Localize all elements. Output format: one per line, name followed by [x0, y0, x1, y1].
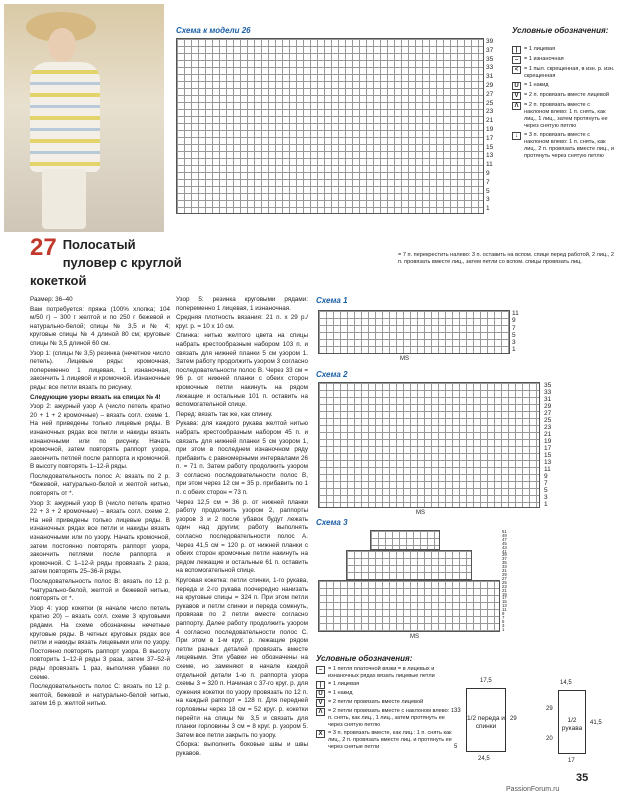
scheme3-ms: MS — [410, 634, 419, 640]
legend-item — [316, 699, 456, 707]
model-title-block — [30, 236, 190, 290]
row-number: 35 — [502, 560, 507, 566]
row-number: 11 — [486, 161, 493, 169]
row-number: 31 — [486, 73, 494, 81]
scheme2-title: Схема 2 — [316, 370, 348, 379]
legend-symbol: Λ — [512, 102, 521, 110]
row-number: 25 — [544, 417, 552, 424]
row-number: 25 — [502, 579, 507, 585]
row-number: 13 — [502, 603, 507, 609]
stripes-b-text: Последовательность полос В: вязать по 12 р. *натурально-белой, желтой и бежевой нитью, повторять от *. — [30, 578, 170, 603]
row-number: 19 — [486, 125, 494, 133]
stripes-c-text: Последовательность полос С: вязать по 12 р. желтой, бежевой и натурально-белой нитью, затем 16 р. желтой нитью. — [30, 683, 170, 708]
row-number: 13 — [544, 459, 552, 466]
legend-text: = 2 петли провязать вместе с наклоном влево: 1 п. снять, как лиц., 1 лиц., затем протянуть ее через снятую петлю — [328, 708, 454, 728]
front-dim-top: 17,5 — [480, 678, 492, 684]
legend-text: = 2 п. провязать вместе с наклоном влево: 1 п. снять, как лиц., 1 лиц., затем протянуть ее через снятую петлю — [524, 102, 608, 129]
legend-symbol: – — [512, 56, 521, 64]
row-number: 1 — [512, 346, 516, 354]
row-number: 35 — [486, 55, 494, 63]
legend — [512, 46, 616, 162]
row-number: 29 — [502, 571, 507, 577]
row-number: 15 — [544, 452, 552, 459]
legend-item — [512, 92, 616, 100]
row-number: 15 — [486, 143, 494, 151]
legend-symbol: | — [316, 681, 325, 689]
row-number: 35 — [544, 382, 552, 389]
row-number: 29 — [544, 403, 552, 410]
row-number: 31 — [544, 396, 552, 403]
row-number: 1 — [544, 501, 548, 508]
sleeves-text: Рукава: для каждого рукава желтой нитью набрать крестообразным набором 45 п. и связать для нижней планки 5 см узором 1, при этом в последнем изнаночном ряду прибавить с равномерными интервалами 26 п. = 71 п. Затем работу продолжить узором 3 согласно последовательности полос В, при этом через 12 см = 35 р. прибавить по 1 п. с обеих сторон = 73 п. — [176, 420, 308, 497]
row-number: 5 — [512, 331, 516, 339]
model-photo — [4, 4, 164, 232]
row-number: 33 — [544, 389, 552, 396]
row-number: 23 — [544, 424, 552, 431]
legend-item — [512, 46, 616, 54]
row-number: 9 — [502, 611, 505, 617]
legend-text: = 1 накид — [328, 690, 353, 696]
legend-text: = 3 п. провязать вместе, как лиц.: 1 п. снять как лиц., 2 п. провязать вместе лиц. и протянуть ее через снятые петли — [328, 730, 452, 750]
legend-symbol: ↓ — [512, 132, 521, 140]
row-number: 5 — [544, 487, 548, 494]
chart26-row-numbers — [486, 38, 500, 214]
page-number: 35 — [576, 772, 589, 784]
front-dim-band: 5 — [454, 744, 458, 750]
row-number: 47 — [502, 536, 507, 542]
front-dim-width: 24,5 — [478, 756, 490, 762]
stripes-a-text: Последовательность полос А: вязать по 2 р. *бежевой, натурально-белой и желтой нитью, повторять от *. — [30, 472, 170, 498]
scheme3-grid-top — [370, 530, 440, 550]
legend-symbol: – — [316, 666, 325, 674]
row-number: 9 — [544, 473, 548, 480]
pattern4-text: Узор 4: узор кокетки (в начале число петель кратно 20) – вязать согл. схеме 3 круговыми рядами. На схеме обозначены нечетные круговые ряды. В четных круговых рядах все петли и накиды вязать лицевыми или по узору. Постоянно повторять раппорт узора. В высоту повторить 1–12-й ряды 3 раза, затем 37–52-й ряды провязать 1 раз, выполняя убавки по схеме. — [30, 604, 170, 681]
site-watermark: PassionForum.ru — [506, 786, 560, 793]
legend-item — [316, 690, 456, 698]
legend-text: = 1 лицевая — [524, 46, 556, 52]
row-number: 21 — [486, 117, 494, 125]
legend-text: = 1 пыл. скрещенная, в изн. р. изн. скрещенная — [524, 66, 615, 79]
legend-text: = 1 лицевая — [328, 681, 360, 687]
row-number: 33 — [486, 64, 494, 72]
row-number: 17 — [502, 595, 507, 601]
legend-text: = 1 накид — [524, 82, 549, 88]
row-number: 19 — [502, 591, 507, 597]
row-number: 1 — [502, 626, 505, 632]
model-number: 27 — [30, 234, 57, 261]
legend-symbol: | — [512, 46, 521, 54]
row-number: 9 — [512, 317, 516, 325]
legend-item — [512, 132, 616, 160]
legend-text: = 2 петли провязать вместе лицевой — [328, 699, 424, 705]
row-number: 29 — [486, 81, 494, 89]
gauge-text: Средняя плотность вязания: 21 п. x 29 р./круг. р. = 10 x 10 см. — [176, 314, 308, 330]
row-number: 3 — [512, 339, 516, 347]
pattern3-text: Узор 3: ажурный узор В (число петель кратно 22 + 3 + 2 кромочные) – вязать согл. схеме 2. На ней приведены только лицевые ряды. В изнаночных рядах все петли и накиды вязать изнаночными или по узору. Начать кромочной, затем постоянно повторять раппорт узора, закончить петлями после раппорта и кромочной. С 1–12-й ряды провязать 2 раза, затем повторять 25–36-й ряды. — [30, 499, 170, 576]
legend-symbol: V — [512, 92, 521, 100]
row-number: 27 — [486, 90, 494, 98]
legend-item — [512, 102, 616, 130]
sleeve-dim-lower: 20 — [546, 736, 553, 742]
row-number: 15 — [502, 599, 507, 605]
row-number: 17 — [544, 445, 552, 452]
scheme3-title: Схема 3 — [316, 518, 348, 527]
sleeves-text-2: Через 12,5 см = 36 р. от нижней планки работу продолжить узором 2, раппорты узоров 3 и 2 после убавок будут лежать один над другим; работу выполнять согласно последовательности полос А. Через 41,5 см = 120 р. от нижней планки с обеих сторон кромочные петли накинуть на рядом лежащие и остальные 61 п. оставить на вспомогательной спице. — [176, 498, 308, 575]
legend-item — [512, 66, 616, 80]
row-number: 51 — [502, 529, 507, 534]
cable-note-text: = 7 п. перекрестить налево: 3 п. оставить на вспом. спице перед работой, 2 лиц., 2 п. провязать вместе лиц., затем петли со вспом. спицы провязать лиц. — [398, 252, 614, 265]
scheme3-row-numbers — [502, 530, 516, 632]
front-dim-height: 33 — [454, 708, 461, 714]
trousers-shape — [42, 169, 86, 229]
row-number: 5 — [486, 187, 490, 195]
scheme1-grid — [318, 310, 510, 354]
instructions-column-2 — [176, 296, 308, 759]
head-shape — [48, 28, 76, 62]
pattern5-text: Узор 5: резинка круговыми рядами: попеременно 1 лицевая, 1 изнаночная. — [176, 296, 308, 312]
row-number: 23 — [486, 108, 494, 116]
row-number: 49 — [502, 532, 507, 538]
materials-text: Вам потребуется: пряжа (100% хлопка; 104 м/50 г) – 300 г желтой и по 250 г бежевой и натурально-белой; спицы № 3,5 и № 4; круговые спицы № 4 длиной 80 см; круговые спицы № 3,5 длиной 60 см. — [30, 305, 170, 347]
legend-item — [316, 666, 456, 680]
legend-item — [512, 82, 616, 90]
row-number: 37 — [486, 46, 494, 54]
row-number: 41 — [502, 548, 507, 554]
sleeve-dim-top: 14,5 — [560, 680, 572, 686]
pattern1-text: Узор 1: (спицы № 3,5) резинка (нечетное число петель). Лицевые ряды: кромочная, попеременно 1 лицевая, 1 изнаночная, закончить 1 лицевой и кромочной. Изнаночные ряды: все петли вязать по рисунку. — [30, 349, 170, 391]
legend-text: = 2 п. провязать вместе лицевой — [524, 92, 610, 98]
back-text: Спинка: нитью желтого цвета на спицы набрать крестообразным набором 103 п. и связать для нижней планки 5 см узором 1. Затем работу продолжить узором 3 согласно последовательности полос В. Через 33 см = 96 р. от нижней планки с обеих сторон кромочные петли накинуть на рядом лежащие и остальные 101 п. оставить на вспомогательной спице. — [176, 332, 309, 409]
row-number: 1 — [486, 205, 490, 213]
row-number: 11 — [544, 466, 551, 473]
sleeve-dim-length: 41,5 — [590, 720, 602, 726]
row-number: 3 — [486, 196, 490, 204]
scheme1-ms: MS — [400, 356, 409, 362]
row-number: 19 — [544, 438, 552, 445]
legend-text: = 3 п. провязать вместе с наклоном влево: 1 п. снять, как лиц., 2 п. провязать вместе лиц., и протянуть через снятую петлю — [524, 132, 615, 159]
legend-title: Условные обозначения: — [512, 26, 609, 35]
front-text: Перед: вязать так же, как спинку. — [176, 410, 273, 418]
scheme3-grid-bottom — [318, 580, 500, 632]
row-number: 7 — [512, 324, 516, 332]
yoke-text: Круговая кокетка: петли спинки, 1-го рукава, переда и 2-го рукава поочередно нанизать на круговые спицы = 324 п. При этом петли рукавов и петли спинки и переда сомкнуть, провязав по 2 петли вместе согласно раппорту. Далее работу продолжить узором 4 согласно последовательности полос С. При этом в 1-м круг. р. лежащие рядом петли разных деталей провязать вместе лицевыми. Эти убавки не обозначены на схеме, но заменяют в начале каждой отдельной детали 1-ю п. раппорта узора схемы 3 = 320 п. Начиная с 37-го круг. р. для сужения кокетки по узору провязать по 12 п. на каждый раппорт = 128 п. Для передней горловины через 18 см = 52 круг. р. кокетки перейти на спицы № 3,5 и связать для планки горловины 3 см = 8 круг. р. узором 5. Затем все петли закрыть по узору. — [176, 577, 308, 739]
scheme3-grid-middle — [346, 550, 472, 580]
legend-symbol: U — [316, 690, 325, 698]
legend-item — [512, 56, 616, 64]
row-number: 13 — [486, 152, 494, 160]
row-number: 31 — [502, 568, 507, 574]
front-back-label: 1/2 переда и спинки — [467, 715, 505, 731]
model-title: Полосатый пуловер с круглой кокеткой — [30, 237, 182, 288]
sleeve-label: 1/2 рукава — [561, 717, 583, 733]
row-number: 17 — [486, 134, 494, 142]
row-number: 27 — [502, 575, 507, 581]
legend-text: = 1 изнаночная — [524, 56, 564, 62]
row-number: 43 — [502, 544, 507, 550]
sleeve-dim-upper: 29 — [546, 706, 553, 712]
row-number: 37 — [502, 556, 507, 562]
front-dim-side: 29 — [510, 716, 517, 722]
row-number: 33 — [502, 564, 507, 570]
scheme1-title: Схема 1 — [316, 296, 348, 305]
row-number: 27 — [544, 410, 552, 417]
row-number: 25 — [486, 99, 494, 107]
legend-symbol: Λ — [316, 708, 325, 716]
cable-note — [398, 252, 616, 266]
legend-symbol: < — [512, 66, 521, 74]
row-number: 39 — [502, 552, 507, 558]
legend-symbol: X — [316, 730, 325, 738]
front-back-pattern — [466, 688, 506, 752]
legend2-title: Условные обозначения: — [316, 654, 413, 663]
row-number: 11 — [512, 310, 519, 317]
row-number: 5 — [502, 618, 505, 624]
scheme2-grid — [318, 382, 540, 508]
legend2 — [316, 666, 456, 752]
row-number: 45 — [502, 540, 507, 546]
scheme2-ms: MS — [416, 510, 425, 516]
row-number: 3 — [544, 494, 548, 501]
row-number: 21 — [502, 587, 507, 593]
chart26-grid — [176, 38, 484, 214]
instructions-column-1 — [30, 296, 170, 710]
row-number: 21 — [544, 431, 552, 438]
sweater-shape — [30, 62, 100, 172]
chart26-title: Схема к модели 26 — [176, 26, 251, 35]
row-number: 7 — [486, 178, 490, 186]
scheme2-row-numbers — [544, 382, 558, 508]
needles-note: Следующие узоры вязать на спицах № 4! — [30, 393, 161, 401]
legend-text: = 1 петля платочной вязки = в лицевых и изнаночных рядах вязать лицевые петли — [328, 666, 435, 679]
assembly-text: Сборка: выполнить боковые швы и швы рукавов. — [176, 741, 308, 757]
pattern2-text: Узор 2: ажурный узор А (число петель кратно 20 + 1 + 2 кромочные) – вязать согл. схеме 1. На ней приведены только лицевые ряды. В изнаночных рядах все петли и накиды вязать изнаночными или по рисунку. Начать кромочной, затем повторять раппорт узора, закончить петлей после раппорта и кромочной. В высоту повторять 1–12-й ряды. — [30, 403, 170, 471]
row-number: 11 — [502, 607, 507, 613]
legend-item — [316, 730, 456, 751]
row-number: 7 — [544, 480, 548, 487]
row-number: 39 — [486, 38, 494, 45]
scheme1-row-numbers — [512, 310, 526, 354]
legend-symbol: U — [512, 82, 521, 90]
sleeve-pattern — [558, 690, 586, 754]
row-number: 3 — [502, 622, 505, 628]
size-text: Размер: 36–40 — [30, 296, 73, 303]
row-number: 7 — [502, 614, 505, 620]
legend-item — [316, 681, 456, 689]
legend-symbol: V — [316, 699, 325, 707]
row-number: 9 — [486, 169, 490, 177]
row-number: 23 — [502, 583, 507, 589]
sleeve-dim-bottom: 17 — [568, 758, 575, 764]
legend-item — [316, 708, 456, 729]
